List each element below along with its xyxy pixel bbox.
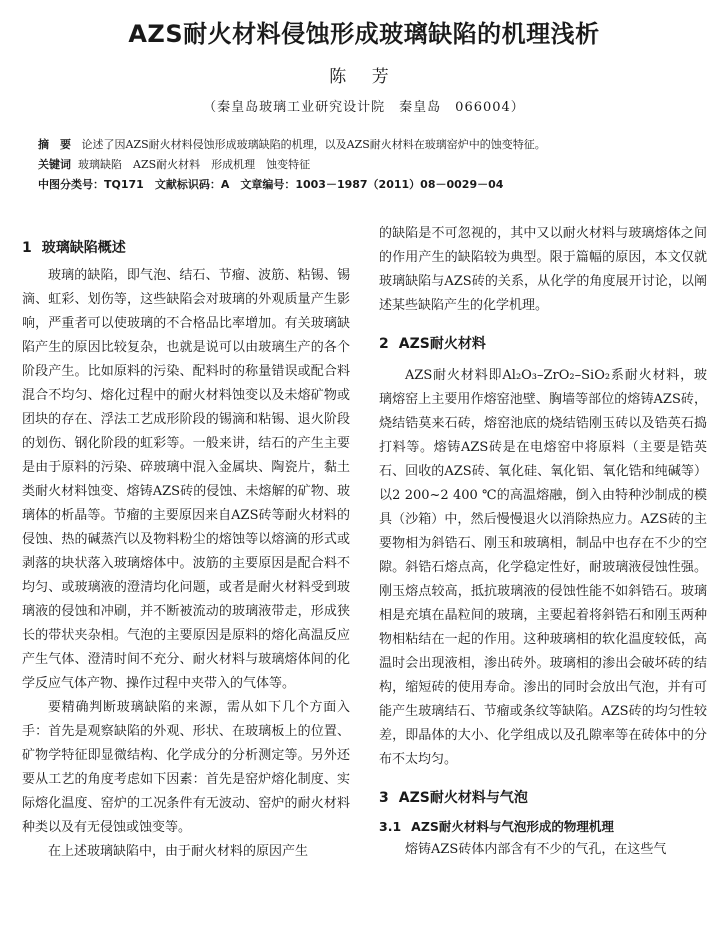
keywords-text: 玻璃缺陷 AZS耐火材料 形成机理 蚀变特征 bbox=[78, 158, 311, 171]
keywords-line bbox=[38, 156, 688, 174]
classification-text: 中图分类号：TQ171 文献标识码：A 文章编号：1003－1987（2011）08－0029－04 bbox=[38, 178, 504, 191]
section-1-paragraph-3: 在上述玻璃缺陷中，由于耐火材料的原因产生 bbox=[48, 844, 309, 859]
section-3-heading bbox=[379, 786, 707, 810]
paper-title: AZS耐火材料侵蚀形成玻璃缺陷的机理浅析 bbox=[128, 20, 600, 48]
abstract-text: 论述了因AZS耐火材料侵蚀形成玻璃缺陷的机理，以及AZS耐火材料在玻璃窑炉中的蚀变特征。 bbox=[81, 138, 546, 151]
section-2-paragraph: AZS耐火材料即Al₂O₃–ZrO₂–SiO₂系耐火材料，玻璃熔窑上主要用作熔窑池壁、胸墙等部位的熔铸AZS砖，烧结锆莫来石砖，熔窑池底的烧结锆刚玉砖以及锆英石捣打料等。熔铸AZS砖是在电熔窑中将原料（主要是锆英石、回收的AZS砖、氧化硅、氧化铝、氧化锆和纯碱等）以2 200~2 400 ℃的高温熔融，倒入由特种沙制成的模具（沙箱）中，然后慢慢退火以消除热应力。AZS砖的主要物相为斜锆石、刚玉和玻璃相，制品中也存在不少的空隙。斜锆石熔点高，化学稳定性好，耐玻璃液侵蚀性强。刚玉熔点较高，抵抗玻璃液的侵蚀性能不如斜锆石。玻璃相是充填在晶粒间的玻璃，主要起着将斜锆石和刚玉两种物相粘结在一起的作用。这种玻璃相的软化温度较低，高温时会出现液相，渗出砖外。玻璃相的渗出会破坏砖的结构，缩短砖的使用寿命。渗出的同时会放出气泡，并有可能产生玻璃结石、节瘤或条纹等缺陷。AZS砖的均匀性较差，即晶体的大小、化学组成以及孔隙率等在砖体中的分布不太均匀。 bbox=[379, 368, 707, 767]
section-2-heading bbox=[379, 332, 707, 356]
section-1-paragraph-1: 玻璃的缺陷，即气泡、结石、节瘤、波筋、粘锡、锡滴、虹彩、划伤等，这些缺陷会对玻璃的外观质量产生影响，严重者可以使玻璃的不合格品比率增加。有关玻璃缺陷产生的原因比较复杂，也就是说可以由玻璃生产的各个阶段产生。比如原料的污染、配料时的称量错误或配合料混合不均匀、熔化过程中的耐火材料蚀变以及未熔矿物或团块的存在、浮法工艺成形阶段的锡滴和粘锡、退火阶段的划伤、钢化阶段的虹彩等。一般来讲，结石的产生主要是由于原料的污染、碎玻璃中混入金属块、陶瓷片，黏土类耐火材料蚀变、熔铸AZS砖的侵蚀、未熔解的矿物、玻璃体的析晶等。节瘤的主要原因来自AZS砖等耐火材料的侵蚀、热的碱蒸汽以及物料粉尘的熔蚀等以熔滴的形式或剥落的块状落入玻璃熔体中。波筋的主要原因是配合料不均匀、或玻璃液的澄清均化问题，或者是耐火材料受到玻璃液的侵蚀和冲刷，并不断被流动的玻璃液带走，形成狭长的带状夹杂相。气泡的主要原因是原料的熔化高温反应产生气体、澄清时间不充分、耐火材料与玻璃熔体间的化学反应气体产物、操作过程中夹带入的气体等。 bbox=[22, 268, 350, 691]
subsection-3-1-title: AZS耐火材料与气泡形成的物理机理 bbox=[411, 819, 614, 834]
section-2-title: AZS耐火材料 bbox=[398, 336, 486, 352]
subsection-3-1-heading bbox=[379, 816, 707, 838]
abstract-line bbox=[38, 136, 688, 154]
subsection-3-1-paragraph: 熔铸AZS砖体内部含有不少的气孔，在这些气 bbox=[405, 842, 667, 857]
section-1-paragraph-2: 要精确判断玻璃缺陷的来源，需从如下几个方面入手：首先是观察缺陷的外观、形状、在玻璃板上的位置、矿物学特征即显微结构、化学成分的分析测定等。另外还要从工艺的角度考虑如下因素：首先是窑炉熔化制度、实际熔化温度、窑炉的工况条件有无波动、窑炉的耐火材料种类以及有无侵蚀或蚀变等。 bbox=[22, 700, 350, 835]
section-2-number: 2 bbox=[379, 336, 389, 352]
section-1-title: 玻璃缺陷概述 bbox=[41, 240, 126, 256]
section-1-heading bbox=[22, 236, 350, 260]
continued-paragraph: 的缺陷是不可忽视的，其中又以耐火材料与玻璃熔体之间的作用产生的缺陷较为典型。限于篇幅的原因，本文仅就玻璃缺陷与AZS砖的关系，从化学的角度展开讨论，以阐述某些缺陷产生的化学机理。 bbox=[379, 226, 707, 313]
section-3-number: 3 bbox=[379, 790, 389, 806]
author-name: 陈 芳 bbox=[329, 67, 399, 87]
author-affiliation: （秦皇岛玻璃工业研究设计院 秦皇岛 066004） bbox=[203, 100, 525, 115]
section-3-title: AZS耐火材料与气泡 bbox=[398, 790, 528, 806]
abstract-label: 摘 要 bbox=[38, 138, 71, 151]
section-1-number: 1 bbox=[22, 240, 32, 256]
classification-line bbox=[38, 176, 688, 194]
keywords-label: 关键词 bbox=[38, 158, 71, 171]
right-column bbox=[379, 222, 707, 862]
left-column bbox=[22, 236, 350, 864]
subsection-3-1-number: 3.1 bbox=[379, 819, 402, 834]
